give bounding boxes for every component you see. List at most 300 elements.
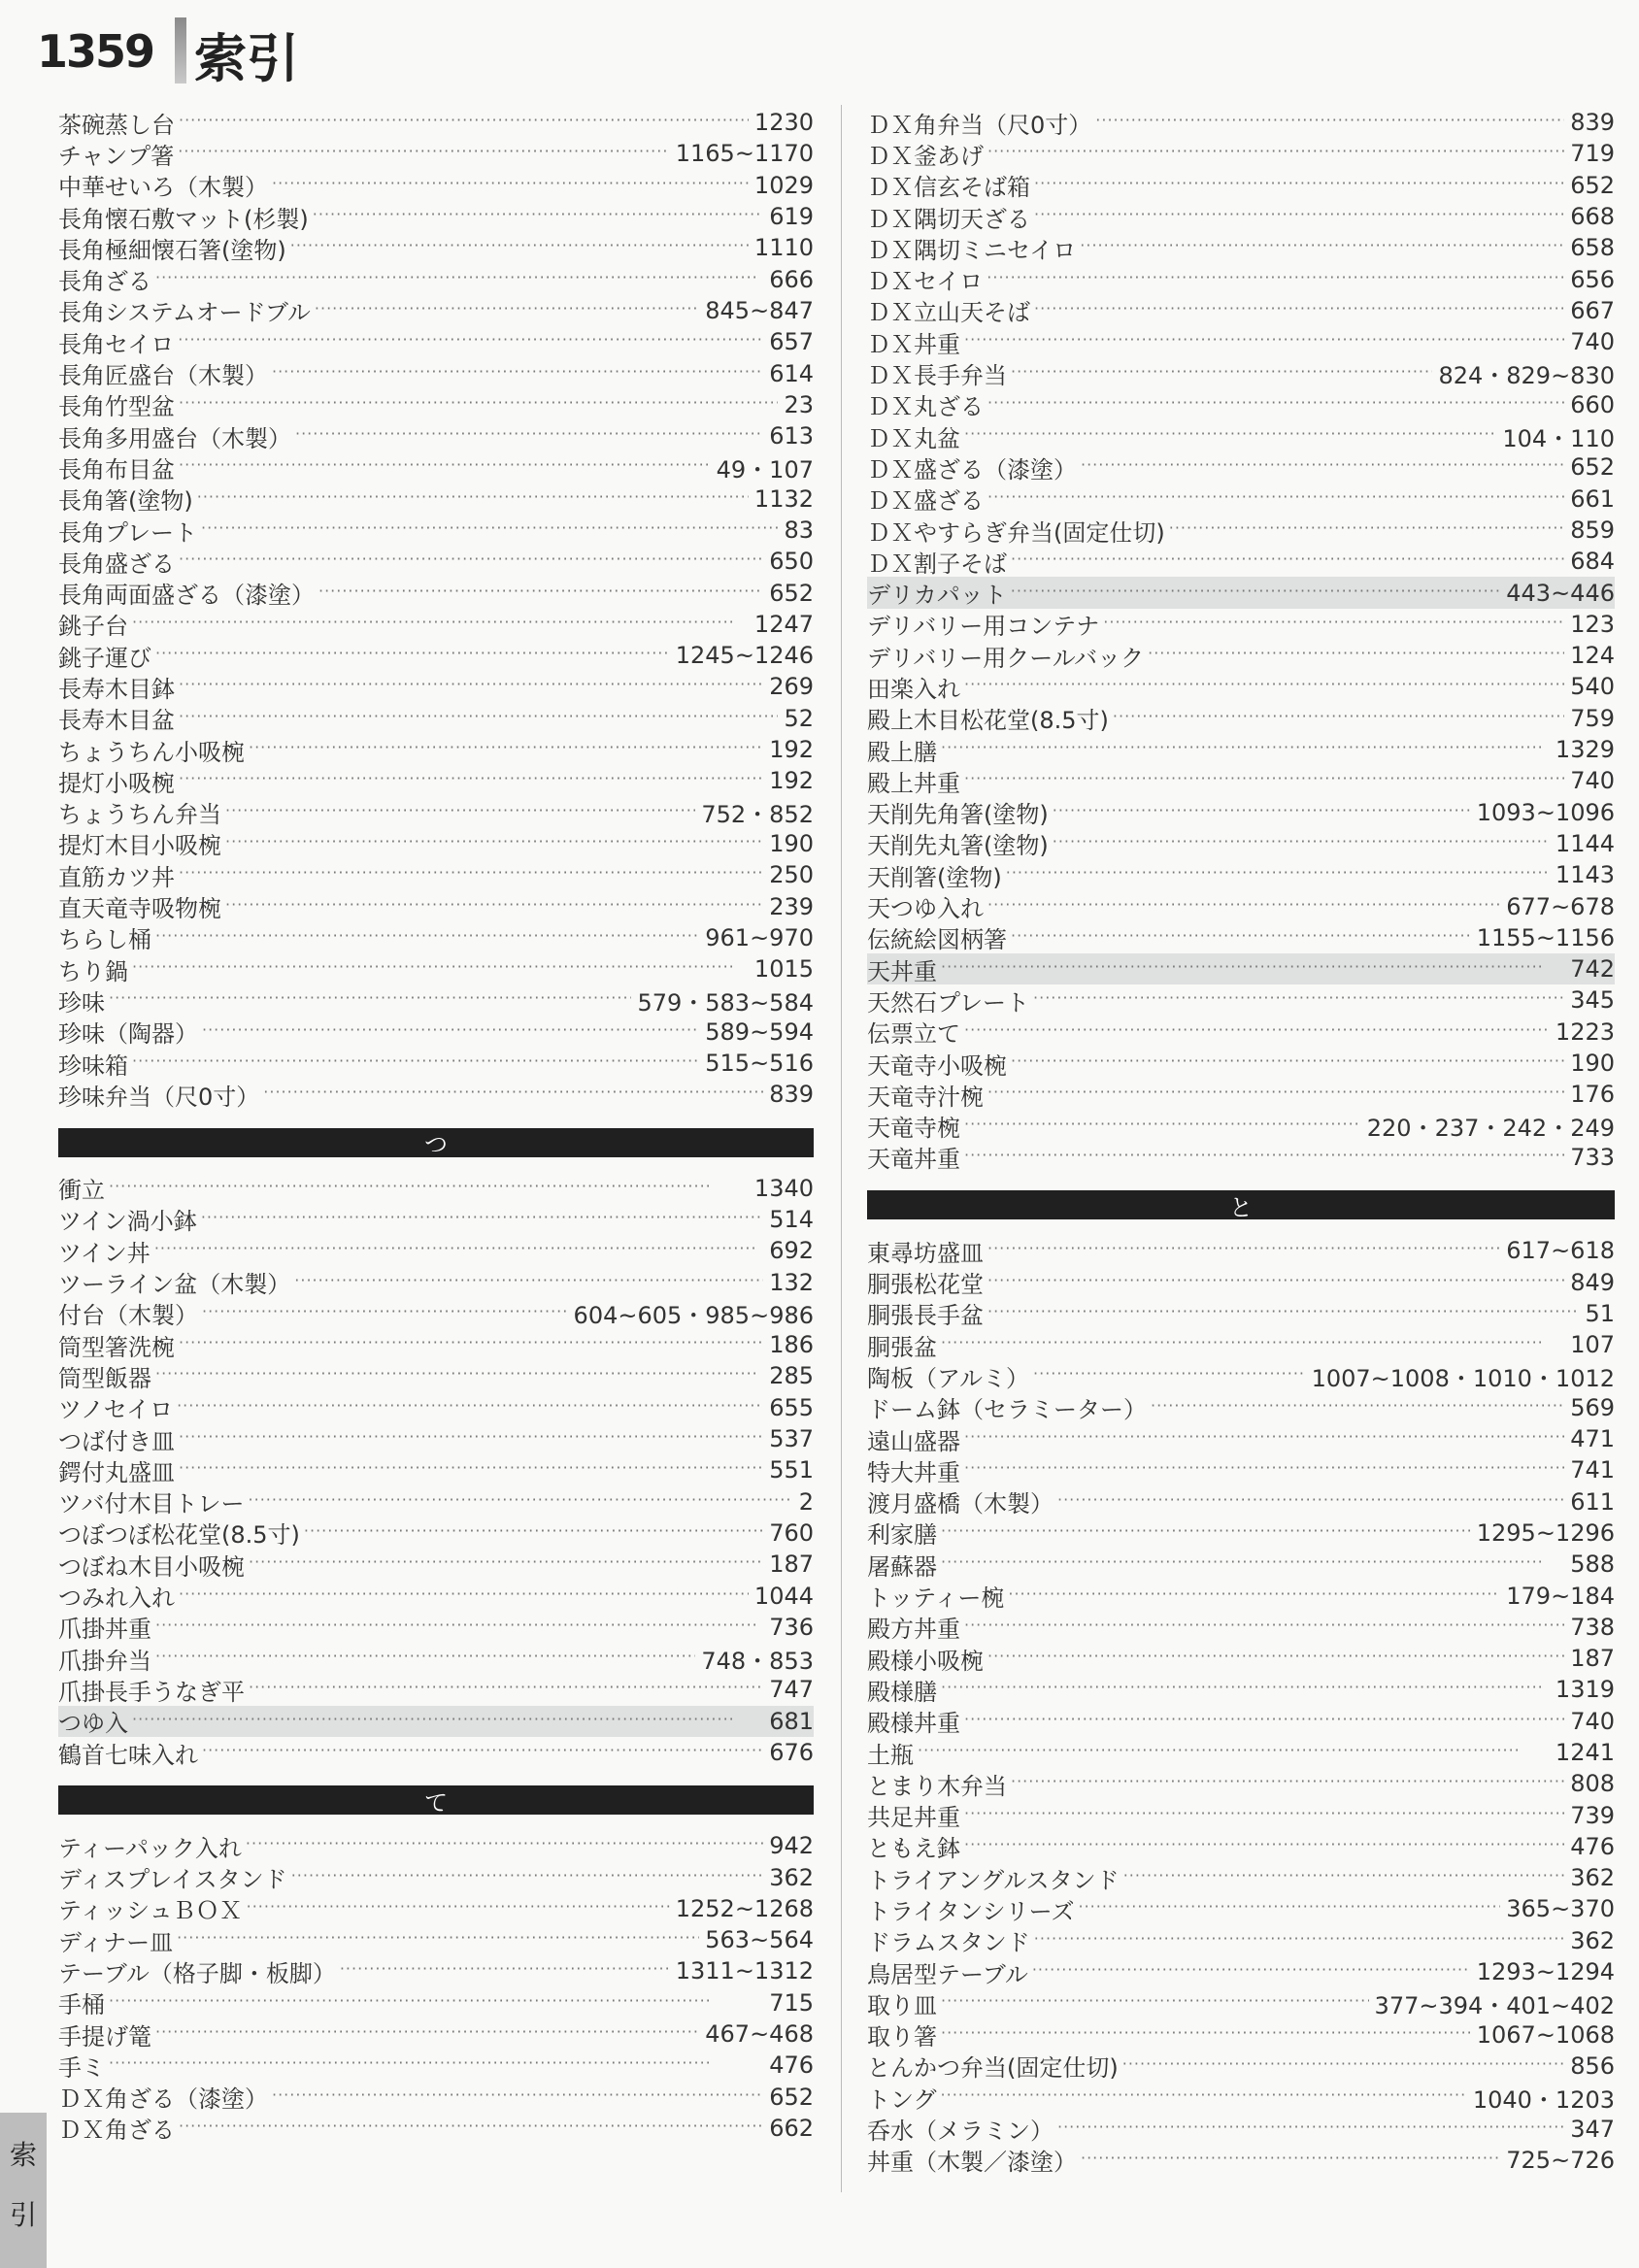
entry-text: 天削箸(塗物) — [867, 863, 1002, 891]
leader-dots — [964, 1423, 1564, 1454]
entry-text: 東尋坊盛皿 — [867, 1239, 984, 1267]
index-entry — [867, 1643, 1615, 1674]
entry-page: 845~847 — [705, 296, 814, 324]
leader-dots — [155, 1612, 763, 1643]
entry-page: 83 — [784, 517, 814, 544]
entry-page: 123 — [1570, 610, 1615, 638]
entry-text: 長角極細懐石箸(塗物) — [58, 236, 286, 264]
leader-dots — [941, 953, 1564, 984]
leader-dots — [249, 1486, 793, 1518]
entry-page: 652 — [1570, 171, 1615, 199]
entry-text: 鍔付丸盛皿 — [58, 1458, 175, 1486]
index-entry — [867, 828, 1615, 859]
entry-text: 丼重（木製／漆塗） — [867, 2149, 1077, 2177]
entry-page: 1245~1246 — [675, 642, 814, 670]
leader-dots — [318, 578, 763, 609]
leader-dots — [941, 1674, 1550, 1705]
index-entry — [867, 1737, 1615, 1768]
leader-dots — [178, 326, 763, 357]
index-entry — [867, 765, 1615, 796]
entry-text: 土瓶 — [867, 1741, 914, 1769]
entry-text: 殿上膳 — [867, 738, 937, 766]
entry-page: 748・853 — [701, 1647, 814, 1675]
index-entry — [867, 1048, 1615, 1079]
index-entry — [867, 1329, 1615, 1360]
index-entry — [58, 201, 814, 232]
index-entry — [58, 232, 814, 263]
entry-text: 銚子運び — [58, 644, 151, 672]
index-entry — [867, 2082, 1615, 2113]
entry-text: 天然石プレート — [867, 988, 1030, 1017]
entry-text: 特大丼重 — [867, 1458, 960, 1486]
side-index-tab — [0, 2113, 47, 2268]
entry-page: 476 — [1570, 1832, 1615, 1860]
entry-text: つば付き皿 — [58, 1427, 175, 1455]
entry-text: ツイン渦小鉢 — [58, 1208, 197, 1236]
entry-text: 長角両面盛ざる（漆塗） — [58, 582, 315, 610]
entry-page: 662 — [769, 2114, 814, 2142]
entry-page: 725~726 — [1506, 2146, 1615, 2174]
entry-text: 珍味弁当（尺0寸） — [58, 1083, 260, 1111]
leader-dots — [1095, 107, 1564, 138]
index-entry — [58, 953, 814, 984]
entry-text: ＤＸ角ざる（漆塗） — [58, 2085, 268, 2114]
index-entry — [58, 546, 814, 577]
entry-text: 天竜寺汁椀 — [867, 1083, 984, 1111]
entry-page: 1067~1068 — [1476, 2020, 1615, 2049]
index-entry — [867, 546, 1615, 577]
index-entry — [58, 420, 814, 451]
index-entry — [867, 1423, 1615, 1454]
leader-dots — [179, 1581, 749, 1612]
entry-page: 808 — [1570, 1770, 1615, 1798]
entry-page: 742 — [1570, 955, 1615, 984]
entry-text: 茶碗蒸し台 — [58, 111, 175, 139]
entry-text: ツバ付木目トレー — [58, 1490, 245, 1518]
entry-page: 104・110 — [1502, 424, 1615, 452]
entry-page: 365~370 — [1506, 1895, 1615, 1923]
entry-text: 長角システムオードブル — [58, 299, 311, 327]
entry-page: 1132 — [753, 484, 814, 513]
leader-dots — [918, 1737, 1550, 1768]
index-entry — [867, 1454, 1615, 1485]
entry-text: ツノセイロ — [58, 1396, 174, 1424]
entry-text: 爪掛長手うなぎ平 — [58, 1678, 245, 1706]
entry-page: 563~564 — [705, 1926, 814, 1954]
entry-page: 839 — [1570, 109, 1615, 137]
index-entry — [58, 138, 814, 169]
index-entry — [58, 609, 814, 640]
index-entry — [58, 640, 814, 671]
entry-page: 856 — [1570, 2051, 1615, 2080]
entry-page: 190 — [1570, 1050, 1615, 1078]
entry-page: 1223 — [1555, 1017, 1615, 1046]
entry-text: 中華せいろ（木製） — [58, 174, 268, 202]
entry-page: 859 — [1570, 517, 1615, 544]
leader-dots — [987, 891, 1500, 922]
entry-text: 天竜寺椀 — [867, 1115, 960, 1143]
entry-text: デリバリー用クールバック — [867, 644, 1145, 672]
entry-page: 49・107 — [716, 455, 814, 484]
entry-page: 666 — [769, 265, 814, 293]
leader-dots — [249, 1549, 763, 1580]
entry-text: 殿様小吸椀 — [867, 1647, 984, 1675]
entry-page: 269 — [769, 673, 814, 701]
entry-page: 23 — [784, 390, 814, 418]
entry-page: 347 — [1570, 2115, 1615, 2143]
entry-text: 呑水（メラミン） — [867, 2118, 1054, 2146]
entry-page: 537 — [769, 1425, 814, 1453]
leader-dots — [1053, 797, 1471, 828]
entry-text: トライアングルスタンド — [867, 1866, 1120, 1894]
index-entry — [58, 1737, 814, 1768]
entry-page: 692 — [769, 1237, 814, 1265]
entry-text: ちらし桶 — [58, 926, 151, 954]
leader-dots — [1011, 922, 1471, 953]
entry-text: 提灯小吸椀 — [58, 769, 175, 797]
entry-text: 長角セイロ — [58, 330, 175, 358]
index-entry — [867, 1580, 1615, 1611]
entry-page: 239 — [769, 892, 814, 920]
entry-text: 取り皿 — [867, 1991, 937, 2019]
index-entry — [58, 1987, 814, 2018]
index-entry — [867, 2019, 1615, 2051]
page-number: 1359 — [37, 25, 154, 78]
index-entry — [867, 515, 1615, 546]
leader-dots — [272, 170, 749, 201]
leader-dots — [964, 1831, 1564, 1862]
leader-dots — [132, 609, 749, 640]
entry-text: ＤＸ角ざる — [58, 2117, 175, 2145]
entry-text: ＤＸセイロ — [867, 268, 984, 296]
entry-text: 直筋カツ丼 — [58, 863, 175, 891]
index-entry — [58, 1924, 814, 1955]
entry-text: 長角匠盛台（木製） — [58, 362, 268, 390]
leader-dots — [964, 1800, 1564, 1831]
index-entry — [58, 107, 814, 138]
index-entry — [867, 1298, 1615, 1329]
entry-page: 849 — [1570, 1268, 1615, 1296]
entry-text: 殿様丼重 — [867, 1710, 960, 1738]
index-entry — [867, 1768, 1615, 1799]
entry-text: ＤＸ信玄そば箱 — [867, 174, 1030, 202]
entry-text: 珍味（陶器） — [58, 1020, 198, 1049]
leader-dots — [155, 1360, 763, 1391]
leader-dots — [263, 1079, 763, 1110]
leader-dots — [155, 1643, 695, 1674]
index-entry — [867, 389, 1615, 420]
leader-dots — [313, 201, 763, 232]
entry-page: 362 — [1570, 1864, 1615, 1892]
leader-dots — [315, 295, 699, 326]
leader-dots — [1103, 609, 1564, 640]
entry-text: つぼね木目小吸椀 — [58, 1552, 245, 1581]
entry-page: 1241 — [1555, 1738, 1615, 1766]
index-entry — [58, 326, 814, 357]
leader-dots — [1006, 859, 1550, 890]
entry-page: 1093~1096 — [1476, 798, 1615, 826]
entry-text: 田楽入れ — [867, 676, 960, 703]
entry-page: 1252~1268 — [675, 1894, 814, 1922]
entry-text: ＤＸ釜あげ — [867, 142, 984, 170]
entry-page: 1143 — [1555, 861, 1615, 889]
entry-page: 52 — [784, 704, 814, 732]
index-entry — [58, 1329, 814, 1360]
leader-dots — [155, 640, 670, 671]
entry-page: 362 — [769, 1863, 814, 1891]
leader-dots — [109, 984, 631, 1016]
entry-text: テーブル（格子脚・板脚） — [58, 1959, 336, 1987]
entry-page: 476 — [769, 2051, 814, 2080]
index-entry — [58, 1204, 814, 1235]
index-entry — [58, 765, 814, 796]
index-entry — [58, 828, 814, 859]
entry-page: 1040・1203 — [1472, 2085, 1615, 2114]
leader-dots — [941, 1329, 1564, 1360]
entry-page: 1110 — [753, 234, 814, 262]
index-entry — [58, 170, 814, 201]
entry-text: ともえ鉢 — [867, 1835, 960, 1863]
entry-page: 759 — [1570, 704, 1615, 732]
entry-page: 619 — [769, 203, 814, 231]
index-entry — [867, 2113, 1615, 2144]
leader-dots — [987, 1267, 1564, 1298]
leader-dots — [1148, 640, 1564, 671]
entry-text: 天竜寺小吸椀 — [867, 1051, 1007, 1080]
entry-page: 613 — [769, 422, 814, 450]
index-entry — [58, 1454, 814, 1485]
leader-dots — [1081, 451, 1564, 483]
leader-dots — [295, 420, 763, 451]
entry-text: ちょうちん小吸椀 — [58, 738, 245, 766]
leader-dots — [987, 389, 1564, 420]
entry-page: 220・237・242・249 — [1366, 1115, 1615, 1143]
entry-text: ツイン丼 — [58, 1239, 151, 1267]
index-entry — [867, 1612, 1615, 1643]
entry-page: 1311~1312 — [675, 1957, 814, 1985]
leader-dots — [179, 1454, 763, 1485]
entry-text: 胴張盆 — [867, 1333, 937, 1361]
index-entry — [867, 420, 1615, 451]
leader-dots — [201, 1204, 763, 1235]
index-entry — [58, 671, 814, 702]
entry-page: 515~516 — [705, 1050, 814, 1078]
index-entry — [58, 1048, 814, 1079]
leader-dots — [1113, 703, 1564, 734]
index-entry — [867, 577, 1615, 608]
leader-dots — [201, 515, 778, 546]
entry-text: 爪掛丼重 — [58, 1616, 151, 1644]
page-title: 索引 — [194, 28, 299, 89]
leader-dots — [179, 107, 749, 138]
entry-page: 661 — [1570, 484, 1615, 513]
index-entry — [867, 984, 1615, 1016]
entry-page: 736 — [769, 1613, 814, 1641]
index-entry — [58, 890, 814, 921]
index-entry — [58, 859, 814, 890]
entry-page: 1329 — [1555, 736, 1615, 764]
entry-text: 爪掛弁当 — [58, 1647, 151, 1675]
entry-page: 186 — [769, 1331, 814, 1359]
entry-text: ＤＸ割子そば — [867, 550, 1007, 578]
leader-dots — [1034, 295, 1564, 326]
leader-dots — [964, 1454, 1564, 1485]
index-entry — [867, 734, 1615, 765]
entry-text: ＤＸ丸盆 — [867, 424, 960, 452]
index-entry — [58, 1955, 814, 1986]
entry-page: 655 — [769, 1393, 814, 1421]
entry-text: ツーライン盆（木製） — [58, 1271, 291, 1299]
leader-dots — [197, 484, 749, 515]
entry-text: 長寿木目鉢 — [58, 676, 175, 703]
entry-text: 珍味 — [58, 988, 105, 1017]
leader-dots — [340, 1955, 670, 1986]
entry-page: 1007~1008・1010・1012 — [1311, 1364, 1615, 1392]
entry-text: 長寿木目盆 — [58, 707, 175, 735]
index-entry — [867, 1266, 1615, 1297]
entry-text: ドーム鉢（セラミーター） — [867, 1396, 1147, 1424]
entry-page: 657 — [769, 328, 814, 356]
index-entry — [867, 1862, 1615, 1893]
leader-dots — [179, 546, 763, 577]
index-entry — [58, 389, 814, 420]
entry-page: 652 — [769, 2083, 814, 2111]
leader-dots — [177, 1392, 763, 1423]
entry-text: 屠蘇器 — [867, 1552, 937, 1581]
entry-text: 伝票立て — [867, 1020, 960, 1049]
leader-dots — [941, 734, 1550, 765]
leader-dots — [179, 1423, 763, 1454]
index-entry — [867, 1831, 1615, 1862]
entry-page: 1340 — [753, 1174, 814, 1202]
index-entry — [58, 2018, 814, 2050]
leader-dots — [1151, 1392, 1564, 1423]
leader-dots — [964, 1017, 1550, 1048]
entry-page: 51 — [1585, 1299, 1615, 1327]
side-tab-char: 索 — [9, 2139, 37, 2171]
entry-text: デリカパット — [867, 582, 1007, 610]
entry-text: つみれ入れ — [58, 1584, 175, 1613]
leader-dots — [272, 358, 763, 389]
index-entry — [867, 703, 1615, 734]
entry-text: ドラムスタンド — [867, 1929, 1030, 1957]
entry-page: 179~184 — [1506, 1582, 1615, 1610]
leader-dots — [179, 389, 778, 420]
entry-text: ＤＸ隅切ミニセイロ — [867, 236, 1077, 264]
leader-dots — [964, 1142, 1564, 1173]
entry-text: とんかつ弁当(固定仕切) — [867, 2054, 1119, 2083]
leader-dots — [179, 2113, 763, 2144]
entry-page: 362 — [1570, 1926, 1615, 1954]
index-entry — [867, 357, 1615, 388]
entry-text: 胴張松花堂 — [867, 1271, 984, 1299]
entry-page: 739 — [1570, 1801, 1615, 1829]
entry-page: 443~446 — [1506, 579, 1615, 607]
entry-page: 187 — [769, 1551, 814, 1579]
entry-text: 長角布目盆 — [58, 455, 175, 484]
entry-page: 652 — [769, 579, 814, 607]
entry-text: 渡月盛橋（木製） — [867, 1490, 1054, 1518]
entry-text: 殿方丼重 — [867, 1616, 960, 1644]
index-entry — [867, 326, 1615, 357]
entry-text: 伝統絵図柄箸 — [867, 926, 1007, 954]
entry-page: 942 — [769, 1832, 814, 1860]
entry-page: 839 — [769, 1081, 814, 1109]
leader-dots — [179, 765, 763, 796]
entry-page: 715 — [769, 1988, 814, 2017]
leader-dots — [987, 1079, 1564, 1110]
index-entry — [867, 170, 1615, 201]
entry-text: 共足丼重 — [867, 1804, 960, 1832]
section-header: と — [867, 1190, 1615, 1219]
index-entry — [867, 1706, 1615, 1737]
entry-page: 1293~1294 — [1476, 1958, 1615, 1986]
entry-text: ＤＸやすらぎ弁当(固定仕切) — [867, 518, 1165, 547]
index-entry — [58, 797, 814, 828]
entry-page: 676 — [769, 1738, 814, 1766]
entry-text: 手提げ篭 — [58, 2022, 151, 2051]
index-entry — [58, 484, 814, 515]
index-entry — [58, 1612, 814, 1643]
entry-text: 天竜丼重 — [867, 1146, 960, 1174]
entry-page: 961~970 — [705, 923, 814, 951]
entry-text: ＤＸ立山天そば — [867, 299, 1030, 327]
leader-dots — [155, 264, 763, 295]
leader-dots — [291, 1862, 764, 1893]
leader-dots — [964, 1612, 1564, 1643]
entry-page: 1295~1296 — [1476, 1518, 1615, 1547]
index-entry — [58, 1173, 814, 1204]
entry-text: 殿上丼重 — [867, 769, 960, 797]
index-entry — [867, 1987, 1615, 2018]
entry-page: 589~594 — [705, 1017, 814, 1046]
leader-dots — [178, 138, 669, 169]
leader-dots — [155, 922, 699, 953]
index-entry — [58, 1423, 814, 1454]
index-entry — [867, 890, 1615, 921]
leader-dots — [154, 1235, 763, 1266]
header-divider-bar — [175, 17, 186, 83]
entry-text: 遠山盛器 — [867, 1427, 960, 1455]
entry-text: つぼつぼ松花堂(8.5寸) — [58, 1521, 300, 1550]
index-entry — [58, 2050, 814, 2081]
index-entry — [867, 1674, 1615, 1705]
entry-text: 長角懐石敷マット(杉製) — [58, 205, 309, 233]
entry-text: 天つゆ入れ — [867, 895, 984, 923]
entry-page: 540 — [1570, 673, 1615, 701]
entry-text: 取り箸 — [867, 2023, 937, 2051]
entry-page: 740 — [1570, 328, 1615, 356]
index-entry — [58, 1830, 814, 1861]
leader-dots — [964, 765, 1564, 796]
index-entry — [867, 1893, 1615, 1924]
index-entry — [867, 232, 1615, 263]
index-entry — [58, 734, 814, 765]
index-entry — [867, 922, 1615, 953]
leader-dots — [246, 1830, 763, 1861]
leader-dots — [202, 1017, 699, 1048]
leader-dots — [132, 953, 749, 984]
index-entry — [58, 577, 814, 608]
entry-text: 提灯木目小吸椀 — [58, 832, 221, 860]
entry-text: 陶板（アルミ） — [867, 1364, 1030, 1392]
index-entry — [58, 2113, 814, 2144]
entry-text: 手桶 — [58, 1991, 105, 2019]
leader-dots — [941, 1549, 1564, 1580]
entry-page: 656 — [1570, 265, 1615, 293]
entry-text: 長角竹型盆 — [58, 393, 175, 421]
leader-dots — [987, 484, 1564, 515]
